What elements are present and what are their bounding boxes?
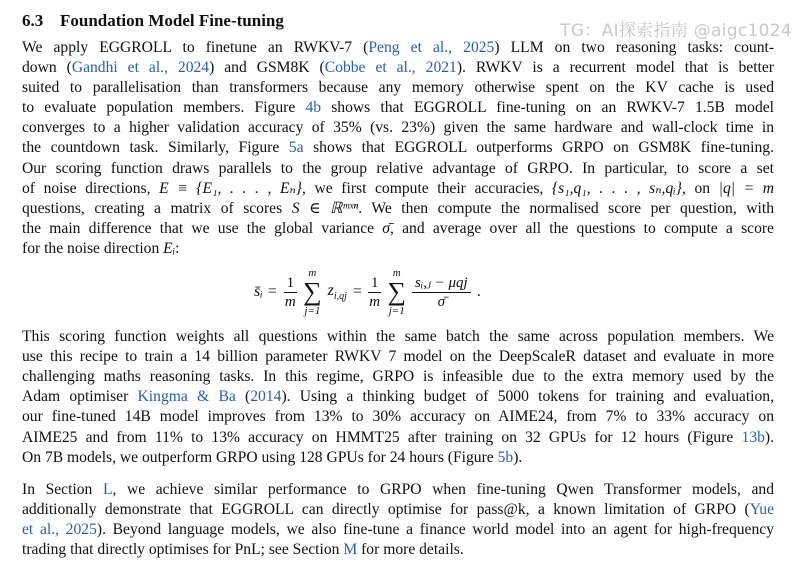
text-line [22,480,774,500]
section-link[interactable]: M [343,540,358,558]
eq-numerator: sᵢ,ⱼ − μqj [412,274,471,293]
text-line [22,179,774,199]
text-line [22,428,774,448]
math-inline: Eᵢ [163,239,176,257]
text: , we first compute their accuracies, [302,179,552,197]
text: ) and GSM8K ( [209,59,325,77]
text-line: our fine-tuned 14B model improves from 13% to 30% accuracy on AIME24, from 7% to 33% accuracy on [22,408,774,426]
eq-equals: = [352,283,362,301]
paragraph-gap [22,468,774,480]
text: to evaluate population members. Figure [22,99,306,117]
section-heading [22,10,774,32]
text: On 7B models, we outperform GRPO using 128 GPUs for 24 hours (Figure [22,448,498,466]
eq-period: . [476,283,481,301]
figure-link[interactable]: 5a [288,139,304,157]
eq-fraction [412,274,471,311]
eq-denominator: m [369,293,381,310]
text: for more details. [357,540,464,558]
eq-sum-top: m [308,267,317,280]
eq-term [328,282,347,302]
citation-link[interactable]: Yue [749,500,774,518]
text-line [22,500,774,520]
citation-link[interactable]: 2014 [250,388,282,406]
text: the countdown task. Similarly, Figure [22,139,289,157]
citation-link[interactable]: et al., 2025 [22,520,97,538]
paragraph-3 [22,480,774,560]
text: ) LLM on two reasoning tasks: count- [494,39,775,56]
text-line [22,38,774,58]
text-line [22,448,774,468]
text: , we achieve similar performance to GRPO when fine-tuning Qwen Transformer models, and [112,480,774,498]
citation-link[interactable]: Gandhi et al., 2024 [71,59,210,77]
math-inline: {s₁,q₁, . . . , sₙ,qᵢ} [551,179,682,197]
figure-link[interactable]: 13b [741,428,765,446]
eq-sum [387,267,406,317]
math-inline: E ≡ {E₁, . . . , Eₙ} [159,179,303,197]
eq-term-subscript: i,qj [333,291,347,303]
text-line [22,520,774,540]
text: , on [681,179,719,197]
math-inline: σ̄ [382,219,390,237]
eq-lhs: s̄ᵢ = [254,283,278,301]
text-line [22,387,774,407]
paper-page [22,10,774,560]
text: for the noise direction [22,239,164,257]
text: the main difference that we use the global variance [22,219,383,237]
sigma-icon: ∑ [303,277,322,307]
text: , and average over all the questions to compute a score [390,219,774,237]
eq-sum-bottom: j=1 [304,305,321,318]
text: ). RWKV is a recurrent model that is better [456,59,774,77]
text-line: converges to a higher validation accuracy of 35% (vs. 23%) given the same hardware and wall-clock time in [22,119,774,137]
text: AIME25 and from 11% to 13% accuracy on HMMT25 after training on 32 GPUs for 12 hours (Figure [22,428,742,446]
paragraph-1 [22,38,774,259]
text: We apply EGGROLL to finetune an RWKV-7 ( [22,39,369,56]
text-line [22,199,774,219]
eq-fraction [368,274,382,311]
text: ). Using a thinking budget of 5000 tokens for training and evaluation, [281,388,774,406]
text-line [22,239,774,259]
figure-link[interactable]: 4b [305,99,322,117]
text: . We then compute the normalised score per question, with [358,199,774,217]
text-line: This scoring function weights all questions within the same batch the same across population members. We [22,328,774,346]
eq-denominator: σ̄ [437,293,446,310]
text: ( [235,388,251,406]
citation-link[interactable]: Cobbe et al., 2021 [324,59,457,77]
text: ). [764,428,774,446]
text-line: challenging maths reasoning tasks. In this regime, GRPO is infeasible due to the extra memory used by the [22,368,774,386]
text: ). Beyond language models, we also fine-tune a finance world model into an agent for high-frequency [96,520,774,538]
citation-link[interactable]: Kingma & Ba [137,388,236,406]
eq-sum-top: m [392,267,401,280]
text: additionally demonstrate that EGGROLL can directly optimise for pass@k, a known limitation of GRPO ( [22,500,750,518]
text-line [22,219,774,239]
text-line: use this recipe to train a 14 billion parameter RWKV 7 model on the DeepScaleR dataset and evaluate in more [22,348,774,366]
text-line [22,138,774,158]
text: ). [513,448,523,466]
text: shows that EGGROLL fine-tuning on an RWKV-7 1.5B model [321,99,774,117]
section-number: 6.3 [22,11,44,30]
figure-link[interactable]: 5b [497,448,514,466]
text: questions, creating a matrix of scores [22,199,292,217]
text: : [175,239,180,257]
eq-sum-bottom: j=1 [388,305,405,318]
text: In Section [22,480,103,498]
watermark: TG：AI探索指南 @aigc1024 [560,21,792,41]
text-line [22,98,774,118]
citation-link[interactable]: Peng et al., 2025 [368,39,495,56]
text: down ( [22,59,72,77]
text: of noise directions, [22,179,160,197]
eq-sum [303,267,322,317]
eq-denominator: m [284,293,296,310]
math-inline: S ∈ ℝᵐˣⁿ [291,199,359,217]
text: shows that EGGROLL outperforms GRPO on GSM8K fine-tuning. [303,139,774,157]
eq-numerator: 1 [368,274,382,293]
text-line: suited to parallelisation than transformers because any memory otherwise spent on the KV cache is used [22,79,774,97]
eq-numerator: 1 [284,274,298,293]
text: Adam optimiser [22,388,138,406]
sigma-icon: ∑ [387,277,406,307]
text-line: Our scoring function draws parallels to the group relative advantage of GRPO. In particular, to score a set [22,159,774,177]
section-title: Foundation Model Fine-tuning [60,11,284,30]
eq-fraction [284,274,298,311]
equation-score [22,261,774,323]
section-link[interactable]: L [102,480,113,498]
text: trading that directly optimises for PnL; see Section [22,540,344,558]
eq-term-symbol: z [327,281,334,299]
text-line [22,540,774,560]
math-inline: |q| = m [718,179,774,197]
text-line [22,58,774,78]
paragraph-2 [22,327,774,468]
